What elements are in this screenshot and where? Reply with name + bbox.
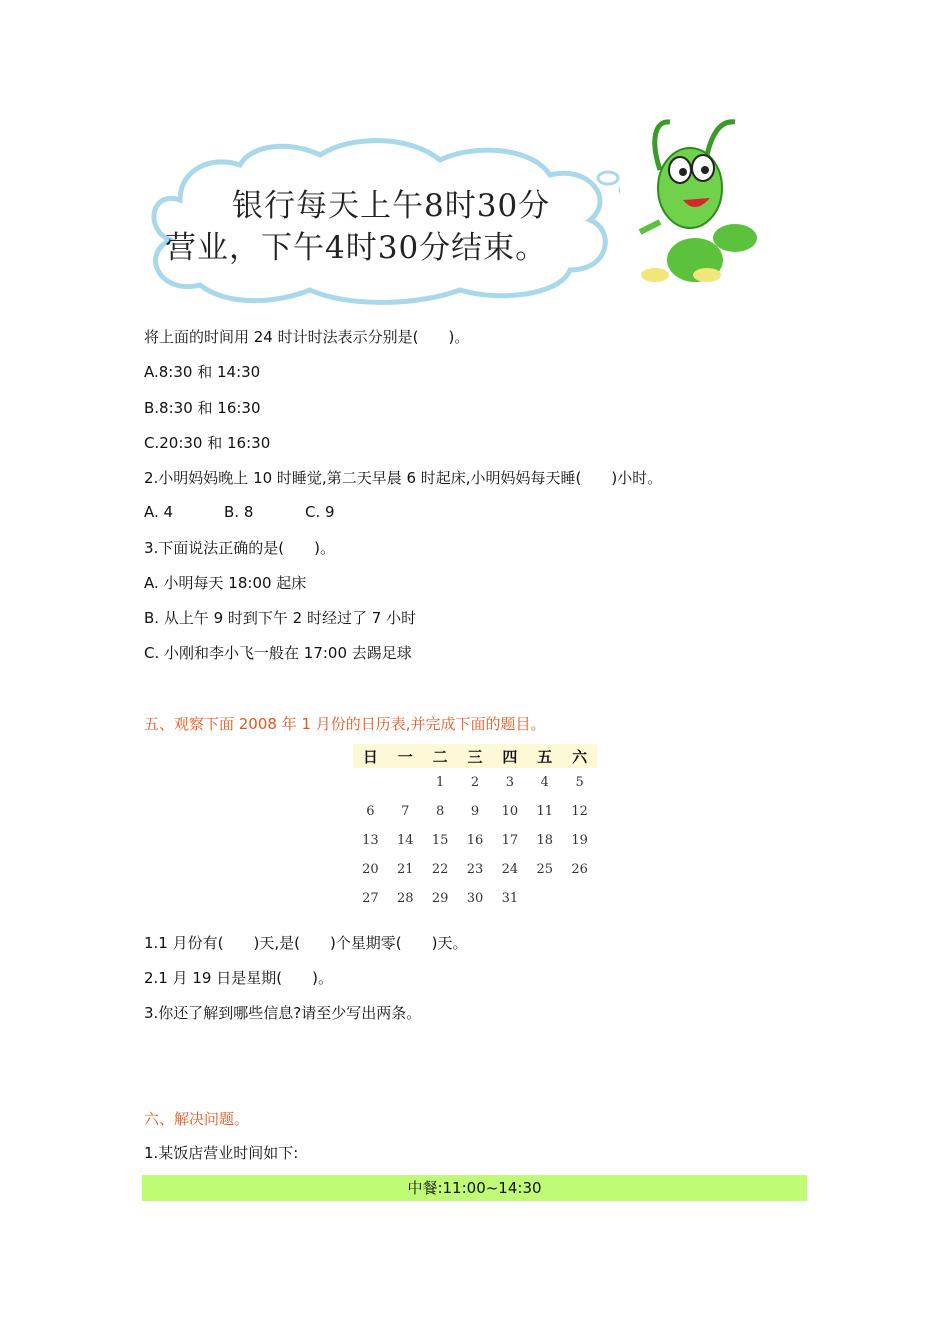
calendar-day: 25 bbox=[536, 862, 553, 877]
calendar-day: 30 bbox=[466, 891, 484, 906]
ant-cartoon-image bbox=[595, 110, 765, 290]
calendar-day: 28 bbox=[397, 891, 414, 906]
calendar-day: 23 bbox=[466, 862, 484, 877]
lunch-hours: 中餐:11:00~14:30 bbox=[407, 1179, 542, 1197]
calendar-day: 8 bbox=[436, 804, 445, 819]
weekday-tue: 二 bbox=[432, 747, 448, 766]
section-5-title: 五、观察下面 2008 年 1 月份的日历表,并完成下面的题目。 bbox=[144, 715, 546, 733]
calendar-header-row bbox=[353, 744, 597, 768]
calendar-day: 9 bbox=[470, 804, 480, 819]
q1-option-c: C.20:30 和 16:30 bbox=[144, 434, 271, 452]
calendar-day: 14 bbox=[397, 833, 414, 848]
calendar-week-row bbox=[353, 768, 597, 797]
calendar-day: 20 bbox=[362, 862, 379, 877]
calendar-day: 5 bbox=[575, 775, 584, 790]
calendar-day: 18 bbox=[536, 833, 553, 848]
cloud-text-line2: 营业，下午4时30分结束。 bbox=[165, 230, 548, 266]
q3-option-b: B. 从上午 9 时到下午 2 时经过了 7 小时 bbox=[144, 609, 417, 627]
calendar-day: 6 bbox=[366, 804, 375, 819]
calendar-week-row bbox=[353, 826, 597, 855]
calendar-day: 21 bbox=[397, 862, 414, 877]
calendar-week-row bbox=[353, 884, 597, 913]
calendar-day: 27 bbox=[362, 891, 379, 906]
calendar-day: 24 bbox=[501, 862, 519, 877]
section-5-question-1: 1.1 月份有( )天,是( )个星期零( )天。 bbox=[144, 934, 468, 952]
calendar-day: 17 bbox=[501, 833, 519, 848]
calendar-table bbox=[353, 744, 597, 913]
calendar-day: 13 bbox=[362, 833, 379, 848]
calendar-day: 22 bbox=[431, 862, 449, 877]
calendar-day: 3 bbox=[505, 775, 514, 790]
calendar-day: 10 bbox=[501, 804, 519, 819]
calendar-week-row bbox=[353, 855, 597, 884]
calendar-body bbox=[353, 768, 597, 913]
q2-option-b: B. 8 bbox=[224, 503, 254, 521]
calendar-day: 15 bbox=[431, 833, 449, 848]
calendar-day: 29 bbox=[431, 891, 449, 906]
section-5-question-2: 2.1 月 19 日是星期( )。 bbox=[144, 969, 333, 987]
cloud-text-line1: 银行每天上午8时30分 bbox=[232, 188, 551, 224]
section-6-question-1: 1.某饭店营业时间如下: bbox=[144, 1144, 299, 1162]
section-5-question-3: 3.你还了解到哪些信息?请至少写出两条。 bbox=[144, 1004, 422, 1022]
weekday-thu: 四 bbox=[502, 747, 518, 766]
calendar-day: 16 bbox=[466, 833, 484, 848]
q2-option-c: C. 9 bbox=[305, 503, 335, 521]
q1-option-a: A.8:30 和 14:30 bbox=[144, 363, 261, 381]
q3-option-c: C. 小刚和李小飞一般在 17:00 去踢足球 bbox=[144, 644, 412, 662]
calendar-day: 31 bbox=[501, 891, 519, 906]
q3-option-a: A. 小明每天 18:00 起床 bbox=[144, 574, 307, 592]
business-hours-row bbox=[142, 1175, 807, 1201]
section-6-title: 六、解决问题。 bbox=[144, 1110, 250, 1128]
weekday-wed: 三 bbox=[467, 747, 483, 766]
question-1-stem: 将上面的时间用 24 时计时法表示分别是( )。 bbox=[144, 328, 470, 346]
q2-option-a: A. 4 bbox=[144, 503, 174, 521]
question-2-stem: 2.小明妈妈晚上 10 时睡觉,第二天早晨 6 时起床,小明妈妈每天睡( )小时。 bbox=[144, 469, 663, 487]
calendar-day: 7 bbox=[401, 804, 410, 819]
calendar-day: 26 bbox=[571, 862, 588, 877]
question-3-stem: 3.下面说法正确的是( )。 bbox=[144, 539, 336, 557]
calendar-day: 19 bbox=[571, 833, 588, 848]
calendar-week-row bbox=[353, 797, 597, 826]
weekday-sun: 日 bbox=[362, 747, 378, 766]
calendar-day: 4 bbox=[540, 775, 549, 790]
calendar-day: 1 bbox=[436, 775, 445, 790]
calendar-day: 11 bbox=[536, 804, 553, 819]
weekday-sat: 六 bbox=[572, 747, 588, 766]
weekday-mon: 一 bbox=[397, 747, 413, 766]
calendar-day: 2 bbox=[470, 775, 480, 790]
weekday-fri: 五 bbox=[537, 747, 553, 766]
calendar-day: 12 bbox=[571, 804, 588, 819]
q1-option-b: B.8:30 和 16:30 bbox=[144, 399, 261, 417]
